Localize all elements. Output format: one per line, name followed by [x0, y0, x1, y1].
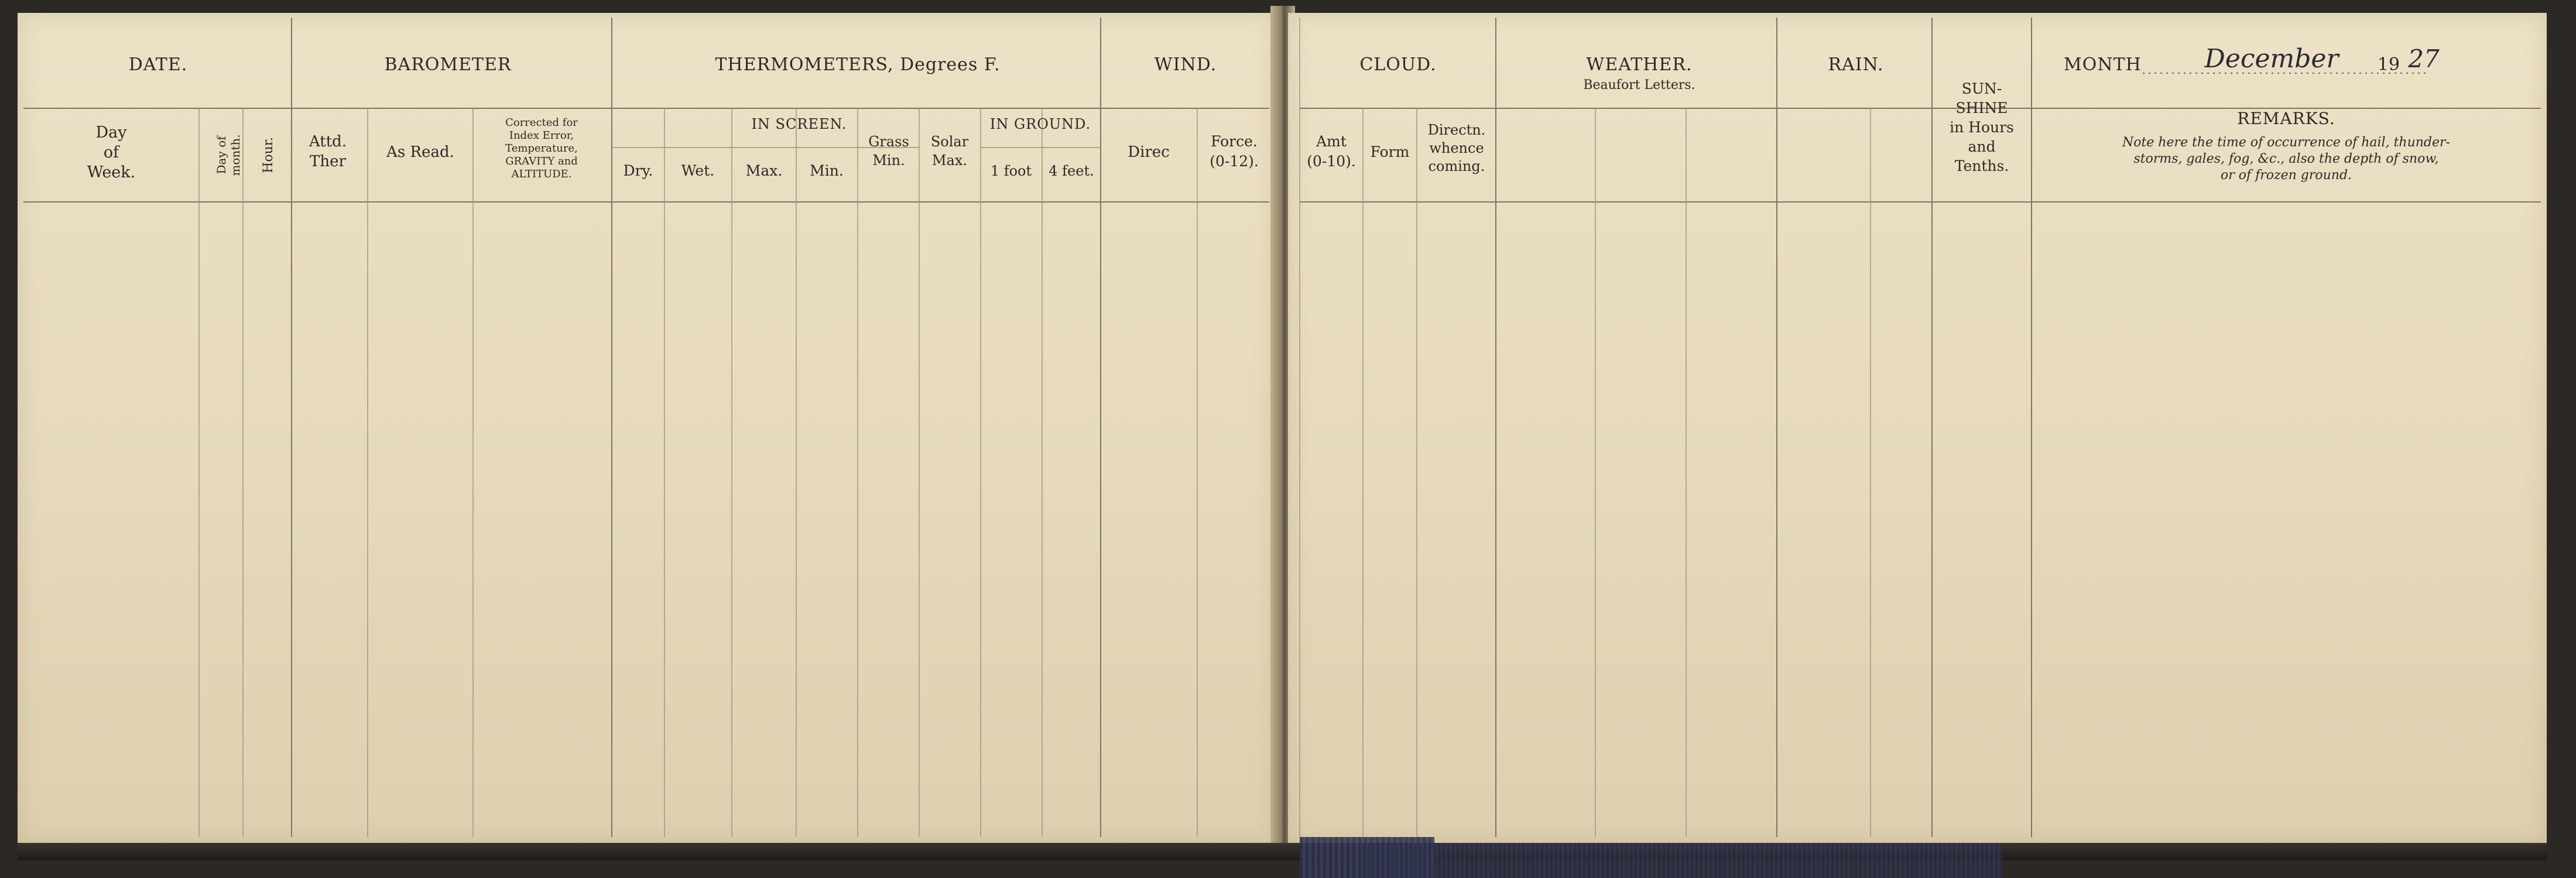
sunshine-header: in Hours: [1950, 119, 2014, 136]
barometer-heading: BAROMETER: [384, 54, 512, 75]
dry-header: Dry.: [623, 162, 653, 179]
thermometers-heading: THERMOMETERS, Degrees F.: [715, 54, 1001, 75]
cloud-direction-header: coming.: [1428, 158, 1485, 174]
corrected-header: Corrected for: [505, 116, 578, 129]
cloud-form-header: Form: [1370, 143, 1410, 160]
year-value: 27: [2408, 44, 2440, 73]
wind-direction-header: Direc: [1128, 143, 1170, 161]
date-heading: DATE.: [128, 54, 188, 75]
grass-min-header: Min.: [872, 152, 905, 169]
max-header: Max.: [745, 162, 783, 179]
cloud-amount-header: Amt: [1316, 133, 1347, 150]
attached-thermometer-header: Attd.: [309, 133, 347, 150]
cloud-direction-header: Directn.: [1427, 122, 1486, 138]
remarks-note: or of frozen ground.: [2220, 168, 2352, 183]
wet-header: Wet.: [681, 162, 715, 179]
remarks-note: storms, gales, fog, &c., also the depth of snow,: [2133, 152, 2439, 166]
attached-thermometer-header: Ther: [310, 153, 346, 170]
wind-force-header: (0-12).: [1210, 153, 1259, 170]
one-foot-header: 1 foot: [990, 163, 1032, 179]
year-prefix: 19: [2377, 54, 2400, 75]
grass-min-header: Grass: [868, 133, 909, 150]
wind-heading: WIND.: [1154, 54, 1217, 75]
hour-header: [261, 137, 276, 173]
beaufort-subheading: Beaufort Letters.: [1583, 78, 1695, 92]
sunshine-header: SHINE: [1955, 100, 2008, 116]
rain-heading: RAIN.: [1828, 54, 1884, 75]
day-of-week-header: Week.: [87, 163, 136, 181]
in-screen-header: IN SCREEN.: [751, 116, 847, 132]
corrected-header: ALTITUDE.: [511, 168, 572, 180]
cloud-amount-header: (0-10).: [1307, 153, 1356, 170]
hour-label: Hour.: [261, 137, 276, 173]
sunshine-header: SUN-: [1961, 80, 2002, 97]
month-label: MONTH: [2064, 54, 2142, 75]
day-of-week-header: Day: [95, 124, 127, 142]
day-of-month-label: Day of: [214, 136, 228, 174]
month-value: December: [2204, 44, 2339, 74]
wind-force-header: Force.: [1211, 133, 1258, 150]
cloud-direction-header: whence: [1429, 140, 1484, 156]
cloud-heading: CLOUD.: [1359, 54, 1437, 75]
sunshine-header: and: [1968, 138, 1996, 155]
corrected-header: Index Error,: [509, 129, 574, 142]
day-of-week-header: of: [103, 143, 119, 162]
sunshine-header: Tenths.: [1954, 157, 2009, 174]
solar-max-header: Max.: [931, 152, 968, 169]
remarks-header: REMARKS.: [2237, 109, 2335, 128]
solar-max-header: Solar: [930, 133, 969, 150]
min-header: Min.: [810, 162, 844, 179]
as-read-header: As Read.: [386, 143, 454, 161]
corrected-header: Temperature,: [505, 142, 578, 155]
day-of-month-header: [214, 134, 242, 176]
day-of-month-label: month.: [228, 134, 242, 176]
in-ground-header: IN GROUND.: [989, 116, 1091, 132]
remarks-note: Note here the time of occurrence of hail, thunder-: [2122, 135, 2450, 150]
corrected-header: GRAVITY and: [505, 155, 578, 167]
weather-heading: WEATHER.: [1586, 54, 1693, 75]
four-feet-header: 4 feet.: [1049, 163, 1094, 179]
